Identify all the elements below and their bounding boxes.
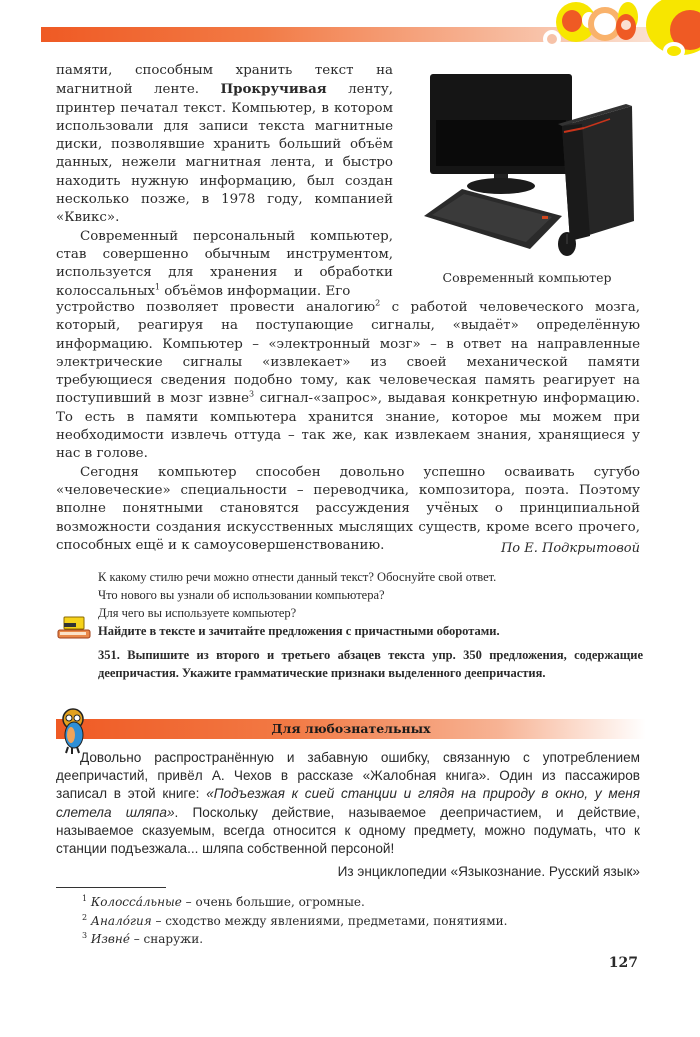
footnote-item: $^3$ Извне́ – снаружи. (82, 931, 204, 946)
footnotes (82, 893, 507, 949)
questions-list (98, 568, 643, 640)
footnote-item: $^2$ Анало́гия – сходство между явлениями, предметами, понятиями. (82, 912, 508, 928)
figure-caption: Современный компьютер (442, 270, 612, 285)
curious-section-text: Довольно распространённую и забавную ошибку, связанную с употреблением деепричастий, привёл А. Чехов в рассказе «Жалобная книга». Один из пассажиров записал в этой книге: «Подъезжая к сией станции и глядя на природу в окно, у меня слетела шляпа». Поскольку действие, называемое деепричастием, и действие, называемое сказуемым, всегда относится к одному предмету, можно подумать, что к станции подъезжала... шляпа собственной персоной! (56, 750, 640, 857)
footnote-item: $^1$ Колосса́льные – очень большие, огромные. (82, 894, 365, 909)
footnote-divider (56, 887, 166, 888)
paragraph-2-continued: устройство позволяет провести аналогию$^2$ с работой человеческого мозга, который, реагируя на поступающие сигналы, «выдаёт» определённую информацию. Компьютер – «электронный мозг» – в ответ на направленные электрические сигналы «извлекает» из своей механической памяти требующиеся сведения подобно тому, как человеческая память реагирует на поступивший в мозг извне$^3$ сигнал-«запрос», выдавая конкретную информацию. То есть в памяти компьютера хранится знание, которое мы можем при необходимости извлечь оттуда – так же, как извлекаем знания, хранящиеся у нас в голове. (56, 298, 640, 462)
question-item: К какому стилю речи можно отнести данный текст? Обоснуйте свой ответ. (98, 570, 497, 584)
desktop-computer-photo (412, 66, 642, 261)
main-text-continued (56, 299, 640, 555)
question-item: Для чего вы используете компьютер? (98, 606, 297, 620)
owl-icon (58, 707, 88, 755)
question-item: Что нового вы узнали об использовании компьютера? (98, 588, 385, 602)
curious-section-title: Для любознательных (271, 721, 431, 736)
paragraph-3: Сегодня компьютер способен довольно успешно осваивать сугубо «человеческие» специальности – переводчика, композитора, поэта. Поэтому вполне понятными становятся рассуждения учёных о принципиальной возможности создания искусственных мыслящих существ, кроме всего прочего, способных ещё и к самоусовершенствованию. (56, 464, 640, 553)
books-icon (56, 614, 94, 640)
paragraph-2-start: Современный персональный компьютер, став совершенно обычным инструментом, используется для хранения и обработки колоссальных$^1$ объёмов информации. Его (56, 228, 393, 299)
page-number: 127 (608, 955, 638, 971)
curious-source: Из энциклопедии «Языкознание. Русский язык» (337, 864, 640, 879)
left-column-text (56, 62, 393, 301)
author-attribution: По Е. Подкрытовой (500, 541, 640, 556)
exercise-number: 351. (98, 648, 120, 662)
question-item: Найдите в тексте и зачитайте предложения с причастными оборотами. (98, 624, 500, 638)
exercise-351: 351. Выпишите из второго и третьего абзацев текста упр. 350 предложения, содержащие деепричастия. Укажите грамматические признаки выделенного деепричастия. (98, 648, 643, 680)
paragraph-1: памяти, способным хранить текст на магнитной ленте. Прокручивая ленту, принтер печатал текст. Компьютер, в котором использовали для записи текста магнитные диски, позволявшие хранить больший объём данных, нежели магнитная лента, и быстро находить нужную информацию, был создан несколько позже, в 1978 году, компанией «Квикс». (56, 63, 394, 226)
